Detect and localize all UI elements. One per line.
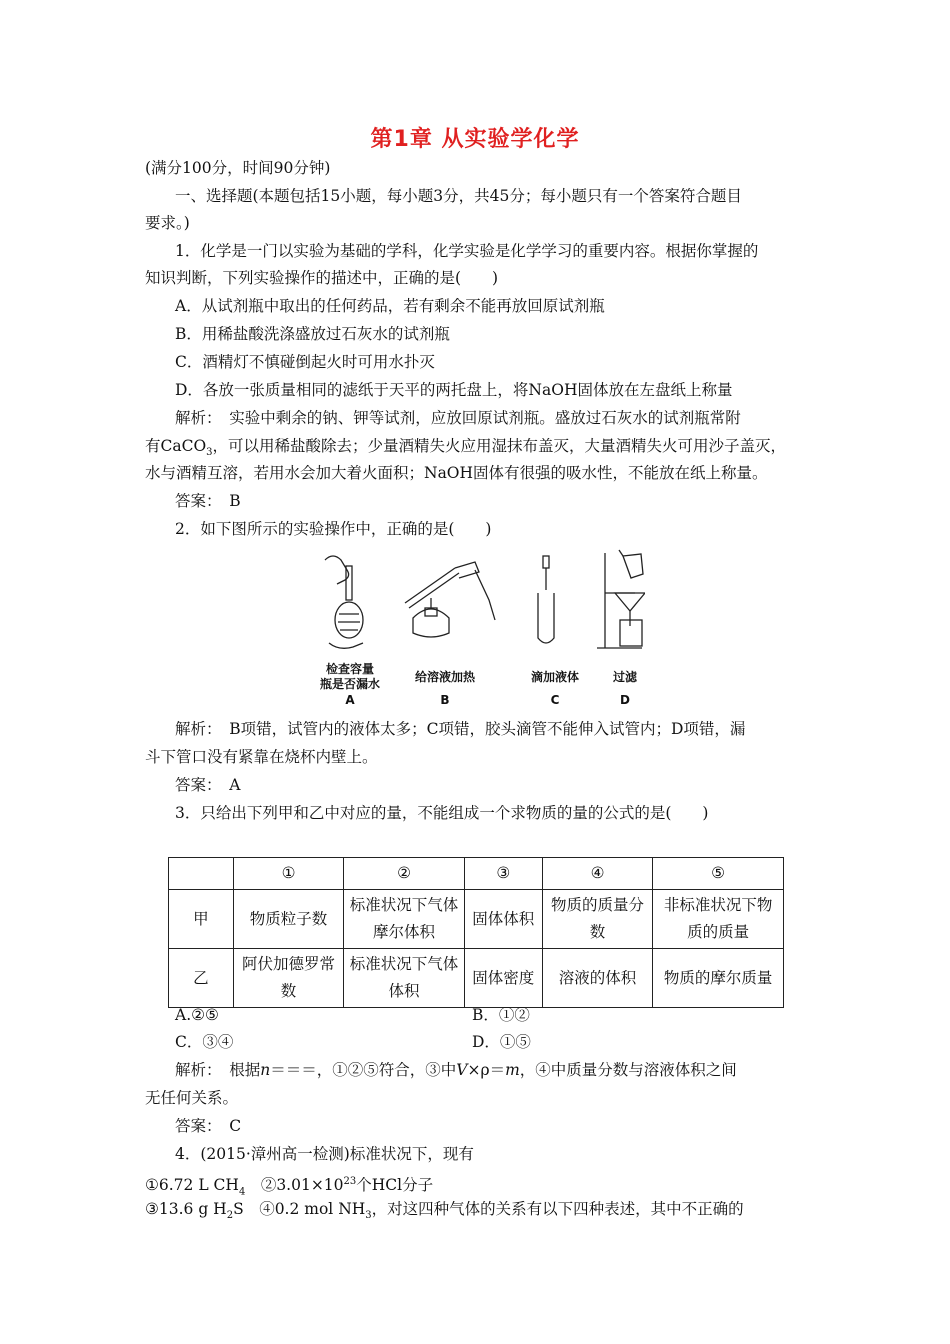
q2-stem: 2．如下图所示的实验操作中，正确的是( ) bbox=[175, 520, 492, 538]
figure-letter-b: B bbox=[440, 693, 450, 707]
q3-option-a: A.②⑤ bbox=[175, 1006, 219, 1024]
q2-analysis: 解析： B项错，试管内的液体太多；C项错，胶头滴管不能伸入试管内；D项错，漏 bbox=[175, 720, 746, 738]
table-cell: 物质的摩尔质量 bbox=[653, 949, 784, 1008]
table-cell: 阿伏加德罗常数 bbox=[233, 949, 343, 1008]
q1-option-c: C．酒精灯不慎碰倒起火时可用水扑灭 bbox=[175, 353, 435, 371]
q1-option-a: A．从试剂瓶中取出的任何药品，若有剩余不能再放回原试剂瓶 bbox=[175, 297, 605, 315]
section-heading-cont: 要求。) bbox=[145, 214, 190, 232]
q1-stem-cont: 知识判断，下列实验操作的描述中，正确的是( ) bbox=[145, 269, 499, 287]
table-cell: 非标准状况下物质的质量 bbox=[653, 890, 784, 949]
q3-analysis: 解析： 根据n＝＝＝，①②⑤符合，③中V×ρ＝m，④中质量分数与溶液体积之间 bbox=[175, 1061, 737, 1079]
q1-option-b: B．用稀盐酸洗涤盛放过石灰水的试剂瓶 bbox=[175, 325, 450, 343]
table-cell: 物质的质量分数 bbox=[542, 890, 652, 949]
table-row bbox=[169, 949, 784, 1008]
q3-option-b: B．①② bbox=[472, 1006, 530, 1024]
table-header-cell bbox=[169, 858, 234, 890]
q2-analysis-line2: 斗下管口没有紧靠在烧杯内壁上。 bbox=[145, 748, 378, 766]
q3-stem: 3．只给出下列甲和乙中对应的量，不能组成一个求物质的量的公式的是( ) bbox=[175, 804, 709, 822]
table-cell: 固体密度 bbox=[464, 949, 542, 1008]
table-cell: 物质粒子数 bbox=[233, 890, 343, 949]
exam-meta: (满分100分，时间90分钟) bbox=[145, 159, 331, 177]
q2-figure bbox=[305, 548, 645, 713]
table-header-cell: ② bbox=[344, 858, 465, 890]
q4-line3: ③13.6 g $H_2S$ ④0.2 mol $NH_3$，对这四种气体的关系有以下四种表述，其中不正确的 bbox=[145, 1200, 744, 1222]
q4-line2: ①6.72 L $CH_4$ $②3.01\times 10^{23}$个HCl分子 bbox=[145, 1176, 434, 1198]
table-cell: 溶液的体积 bbox=[542, 949, 652, 1008]
q1-analysis-line3: 水与酒精互溶，若用水会加大着火面积；NaOH固体有很强的吸水性，不能放在纸上称量。 bbox=[145, 464, 768, 482]
q3-answer: 答案： C bbox=[175, 1117, 242, 1135]
table-header-row bbox=[169, 858, 784, 890]
lab-apparatus-drawing bbox=[305, 548, 645, 658]
q4-stem: 4．(2015·漳州高一检测)标准状况下，现有 bbox=[175, 1145, 474, 1163]
q1-option-d: D．各放一张质量相同的滤纸于天平的两托盘上，将NaOH固体放在左盘纸上称量 bbox=[175, 381, 733, 399]
q1-answer: 答案： B bbox=[175, 492, 241, 510]
table-cell: 标准状况下气体体积 bbox=[344, 949, 465, 1008]
table-header-cell: ① bbox=[233, 858, 343, 890]
q3-table bbox=[168, 857, 784, 1008]
q1-analysis-line2: 有CaCO$_3$，可以用稀盐酸除去；少量酒精失火应用湿抹布盖灭，大量酒精失火可用沙子盖灭， bbox=[145, 437, 787, 459]
table-cell: 标准状况下气体摩尔体积 bbox=[344, 890, 465, 949]
q3-analysis-line2: 无任何关系。 bbox=[145, 1089, 239, 1107]
chapter-title: 第1章 从实验学化学 bbox=[370, 127, 580, 152]
figure-letter-c: C bbox=[550, 693, 560, 707]
figure-label-c: 滴加液体 bbox=[530, 670, 579, 684]
table-row-label: 甲 bbox=[169, 890, 234, 949]
figure-label-a-line2: 瓶是否漏水 bbox=[319, 677, 380, 691]
table-row-label: 乙 bbox=[169, 949, 234, 1008]
figure-label-a-line1: 检查容量 bbox=[325, 662, 374, 676]
figure-letter-a: A bbox=[345, 693, 355, 707]
figure-letter-d: D bbox=[620, 693, 630, 707]
table-header-cell: ③ bbox=[464, 858, 542, 890]
q3-option-d: D．①⑤ bbox=[472, 1033, 531, 1051]
figure-label-d: 过滤 bbox=[612, 670, 637, 684]
table-cell: 固体体积 bbox=[464, 890, 542, 949]
q3-option-c: C．③④ bbox=[175, 1033, 234, 1051]
q1-stem: 1．化学是一门以实验为基础的学科，化学实验是化学学习的重要内容。根据你掌握的 bbox=[175, 242, 759, 260]
section-heading: 一、选择题(本题包括15小题，每小题3分，共45分；每小题只有一个答案符合题目 bbox=[175, 187, 742, 205]
q2-answer: 答案： A bbox=[175, 776, 241, 794]
table-header-cell: ④ bbox=[542, 858, 652, 890]
q1-analysis: 解析： 实验中剩余的钠、钾等试剂，应放回原试剂瓶。盛放过石灰水的试剂瓶常附 bbox=[175, 409, 741, 427]
table-header-cell: ⑤ bbox=[653, 858, 784, 890]
table-row bbox=[169, 890, 784, 949]
figure-label-b: 给溶液加热 bbox=[414, 670, 475, 684]
